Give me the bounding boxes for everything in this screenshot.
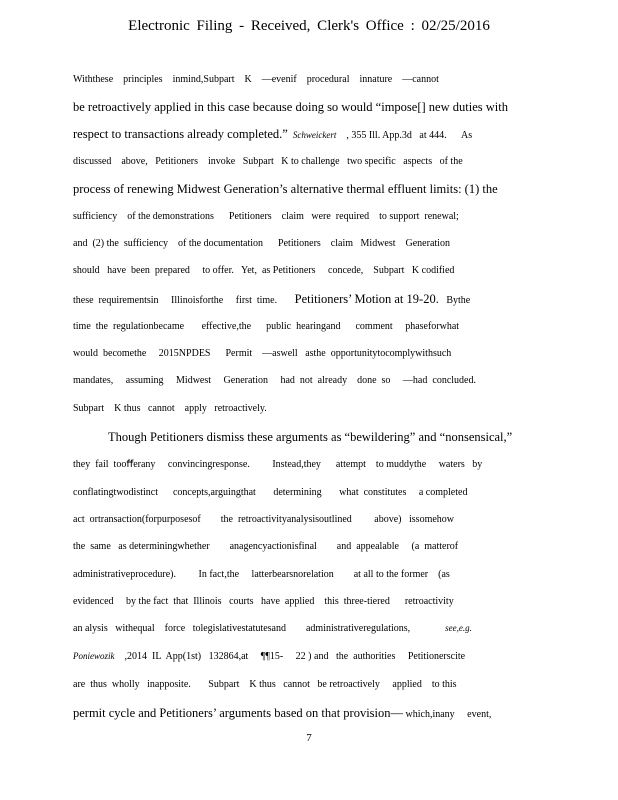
text-line	[73, 74, 545, 85]
text-run: permit cycle and Petitioners’ arguments based on that provision—	[73, 706, 404, 720]
text-run: respect to transactions already completed.”	[73, 127, 288, 141]
text-run: and (2) the sufficiency of the documentation Petitioners claim Midwest Generation	[73, 238, 450, 249]
text-run: evidenced by the fact that Illinois courts have applied this three-tiered retroactivity	[73, 596, 454, 607]
text-line	[73, 487, 545, 498]
text-line	[108, 430, 548, 445]
text-run: Petitioners’ Motion at 19-20.	[294, 292, 439, 306]
text-run: administrativeprocedure). In fact,the latterbearsnorelation at all to the former (as	[73, 569, 450, 580]
text-line	[73, 459, 545, 470]
text-run: Bythe	[438, 295, 471, 306]
text-line	[73, 238, 545, 249]
text-line	[73, 596, 545, 607]
text-line	[73, 514, 545, 525]
case-citation: see,e.g.	[445, 623, 472, 633]
text-run: ,2014 IL App(1st) 132864,at ¶¶15- 22 ) and the authorities Petitionerscite	[114, 651, 466, 662]
text-run: be retroactively applied in this case because doing so would “impose[] new duties with	[73, 100, 508, 114]
text-line	[73, 679, 545, 690]
text-run: would becomethe 2015NPDES Permit —aswell asthe opportunitytocomplywithsuch	[73, 348, 452, 359]
text-line	[73, 100, 545, 115]
text-run: conflatingtwodistinct concepts,arguingthat determining what constitutes a completed	[73, 487, 468, 498]
text-run: Withthese principles inmind,Subpart K —evenif procedural innature —cannot	[73, 74, 439, 85]
text-line	[73, 127, 545, 142]
text-line	[73, 182, 545, 197]
text-run: process of renewing Midwest Generation’s alternative thermal effluent limits: (1) the	[73, 182, 498, 196]
text-line	[73, 623, 545, 634]
text-line	[73, 348, 545, 359]
text-line	[73, 375, 545, 386]
text-run: should have been prepared to offer. Yet, as Petitioners concede, Subpart K codified	[73, 265, 455, 276]
text-run: , 355 Ill. App.3d at 444. As	[336, 130, 473, 141]
text-line	[73, 265, 545, 276]
text-line	[73, 321, 545, 332]
text-run: an alysis withequal force tolegislativestatutesand administrativeregulations,	[73, 623, 446, 634]
page-number: 7	[306, 732, 312, 744]
text-line	[73, 651, 545, 662]
case-citation: Poniewozik	[73, 651, 115, 661]
text-run: act ortransaction(forpurposesof the retroactivityanalysisoutlined above) issomehow	[73, 514, 455, 525]
text-run: Subpart K thus cannot apply retroactively.	[73, 403, 267, 414]
text-line	[73, 156, 545, 167]
text-line	[73, 706, 545, 721]
text-line	[73, 211, 545, 222]
text-line	[73, 403, 545, 414]
text-run: Though Petitioners dismiss these arguments as “bewildering” and “nonsensical,”	[108, 430, 513, 444]
text-run: sufficiency of the demonstrations Petitioners claim were required to support renewal;	[73, 211, 459, 222]
text-line	[73, 541, 545, 552]
case-citation: Schweickert	[292, 130, 337, 140]
text-run: time the regulationbecame effective,the public hearingand comment phaseforwhat	[73, 321, 460, 332]
filing-header: Electronic Filing - Received, Clerk's Office : 02/25/2016	[128, 18, 490, 34]
text-run: the same as determiningwhether anagencyactionisfinal and appealable (a matterof	[73, 541, 459, 552]
text-run: discussed above, Petitioners invoke Subpart K to challenge two specific aspects of the	[73, 156, 463, 167]
text-line	[73, 569, 545, 580]
text-run: are thus wholly inapposite. Subpart K thus cannot be retroactively applied to this	[73, 679, 457, 690]
text-run: these requirementsin Illinoisforthe first time.	[73, 295, 295, 306]
text-run: which,inany event,	[403, 709, 492, 720]
text-run: mandates, assuming Midwest Generation had not already done so —had concluded.	[73, 375, 476, 386]
text-line	[73, 292, 545, 307]
text-run: they fail tooﬀerany convincingresponse. Instead,they attempt to muddythe waters by	[73, 459, 483, 470]
